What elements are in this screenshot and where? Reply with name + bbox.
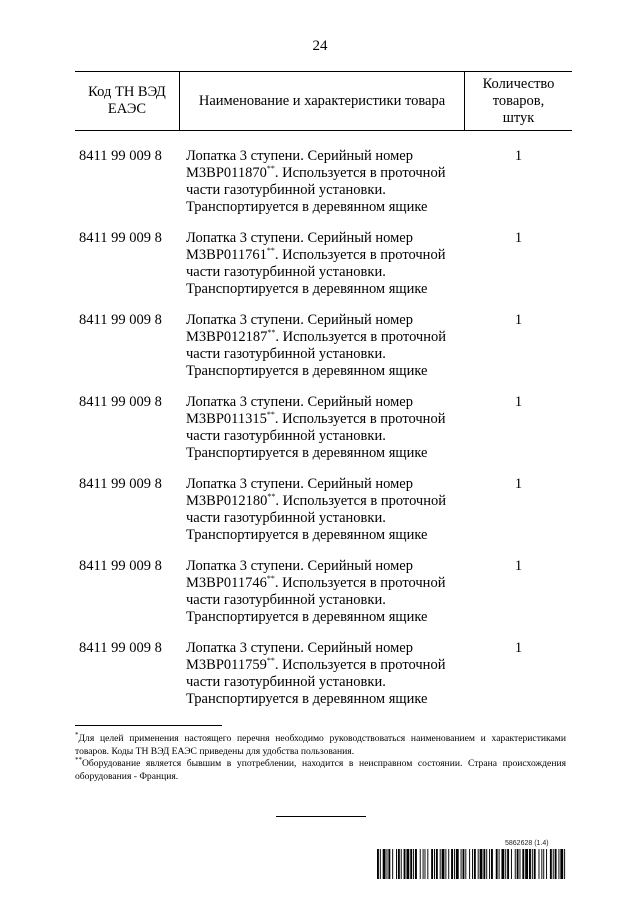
barcode-bar	[501, 849, 504, 879]
desc-text: . Используется в проточной	[274, 165, 446, 181]
barcode-bar	[534, 849, 536, 879]
table-row	[75, 476, 572, 558]
barcode-bar	[445, 849, 446, 879]
barcode-bar	[472, 849, 473, 879]
barcode-bar	[505, 849, 506, 879]
desc-line	[186, 657, 476, 674]
barcode-bar	[541, 849, 542, 879]
header-quantity	[465, 72, 572, 130]
row-quantity: 1	[514, 558, 523, 574]
barcode-bar	[431, 849, 433, 879]
barcode-bar	[558, 849, 559, 879]
barcode-bar	[507, 849, 509, 879]
row-description	[186, 230, 476, 298]
row-quantity: 1	[514, 148, 523, 164]
desc-text: . Используется в проточной	[275, 493, 446, 509]
barcode-bar	[448, 849, 449, 879]
desc-line: Лопатка 3 ступени. Серийный номер	[186, 230, 413, 246]
barcode-bar	[410, 849, 412, 879]
barcode-bar	[550, 849, 552, 879]
barcode-bar	[456, 849, 459, 879]
row-description	[186, 312, 476, 380]
desc-line: Транспортируется в деревянном ящике	[186, 281, 428, 297]
table-header	[75, 71, 572, 131]
desc-line	[186, 493, 476, 510]
barcode-bar	[434, 849, 435, 879]
table-body	[75, 148, 572, 722]
barcode-bar	[474, 849, 476, 879]
row-description	[186, 476, 476, 544]
row-code: 8411 99 009 8	[79, 230, 162, 246]
row-code: 8411 99 009 8	[79, 476, 162, 492]
barcode-bar	[560, 849, 563, 879]
desc-text: . Используется в проточной	[274, 575, 446, 591]
footnote-mark: **	[266, 574, 275, 584]
row-quantity: 1	[514, 640, 523, 656]
barcode-bar	[480, 849, 483, 879]
barcode-bar	[461, 849, 462, 879]
barcode-bar	[406, 849, 409, 879]
footnote-text: Оборудование является бывшим в употреблении, находится в неисправном состоянии. Страна происхождения оборудования - Франция.	[75, 758, 566, 782]
barcode-bar	[388, 849, 390, 879]
serial-number: M3BP011746	[186, 575, 267, 591]
header-name	[180, 72, 465, 130]
footnote-mark: *	[75, 730, 79, 739]
desc-line: Лопатка 3 ступени. Серийный номер	[186, 476, 413, 492]
desc-line	[186, 411, 476, 428]
barcode-bar	[451, 849, 453, 879]
header-code-label: Код ТН ВЭД ЕАЭС	[88, 84, 166, 117]
desc-line	[186, 247, 476, 264]
row-quantity: 1	[514, 230, 523, 246]
barcode-bar	[496, 849, 498, 879]
barcode-bar	[564, 849, 565, 879]
barcode-bar	[398, 849, 400, 879]
barcode-bar	[427, 849, 428, 879]
footnote-mark: **	[267, 328, 276, 338]
row-quantity: 1	[514, 476, 523, 492]
table-row	[75, 394, 572, 476]
desc-text: . Используется в проточной	[274, 411, 446, 427]
footnotes	[75, 730, 566, 783]
barcode-bar	[553, 849, 554, 879]
row-description	[186, 148, 476, 216]
barcode-bar	[401, 849, 402, 879]
barcode-bar	[478, 849, 479, 879]
barcode-bar	[436, 849, 438, 879]
barcode-bar	[463, 849, 465, 879]
serial-number: M3BP012187	[186, 329, 268, 345]
barcode-bar	[454, 849, 455, 879]
barcode-bar	[442, 849, 445, 879]
desc-line: части газотурбинной установки.	[186, 428, 386, 444]
desc-line	[186, 329, 476, 346]
header-name-label: Наименование и характеристики товара	[198, 92, 446, 109]
desc-line: части газотурбинной установки.	[186, 346, 386, 362]
row-code: 8411 99 009 8	[79, 394, 162, 410]
table-row	[75, 558, 572, 640]
barcode-bar	[387, 849, 388, 879]
footnote-mark: **	[75, 755, 82, 764]
barcode-bar	[522, 849, 524, 879]
barcode-bar	[532, 849, 533, 879]
barcode-bar	[392, 849, 393, 879]
barcode-bar	[491, 849, 493, 879]
serial-number: M3BP011870	[186, 165, 267, 181]
footnote-text: Для целей применения настоящего перечня необходимо руководствоваться наименованием и характеристиками товаров. Коды ТН ВЭД ЕАЭС приведены для удобства пользования.	[75, 733, 566, 757]
desc-line: Транспортируется в деревянном ящике	[186, 691, 428, 707]
desc-line: Лопатка 3 ступени. Серийный номер	[186, 312, 413, 328]
footnote	[75, 730, 566, 758]
desc-line	[186, 165, 476, 182]
barcode-bar	[486, 849, 487, 879]
barcode-bar	[423, 849, 424, 879]
header-code	[75, 72, 180, 130]
barcode-bar	[404, 849, 406, 879]
serial-number: M3BP011315	[186, 411, 267, 427]
row-code: 8411 99 009 8	[79, 312, 162, 328]
footnote-mark: **	[266, 410, 275, 420]
desc-text: . Используется в проточной	[274, 657, 446, 673]
row-quantity: 1	[514, 312, 523, 328]
row-code: 8411 99 009 8	[79, 558, 162, 574]
footnote-separator	[75, 725, 222, 726]
desc-text: . Используется в проточной	[275, 329, 446, 345]
page-number: 24	[312, 38, 328, 54]
desc-line: части газотурбинной установки.	[186, 592, 386, 608]
table-row	[75, 148, 572, 230]
barcode-bar	[499, 849, 500, 879]
barcode	[377, 849, 567, 879]
barcode-bar	[543, 849, 544, 879]
row-code: 8411 99 009 8	[79, 148, 162, 164]
serial-number: M3BP012180	[186, 493, 268, 509]
footnote	[75, 755, 566, 783]
barcode-bar	[511, 849, 512, 879]
row-description	[186, 394, 476, 462]
desc-line: Лопатка 3 ступени. Серийный номер	[186, 640, 413, 656]
barcode-bar	[525, 849, 528, 879]
serial-number: M3BP011759	[186, 657, 267, 673]
barcode-bar	[425, 849, 426, 879]
desc-line: Транспортируется в деревянном ящике	[186, 527, 428, 543]
barcode-bar	[377, 849, 379, 879]
desc-line: Лопатка 3 ступени. Серийный номер	[186, 148, 413, 164]
barcode-bar	[413, 849, 414, 879]
barcode-bar	[520, 849, 521, 879]
desc-line: Транспортируется в деревянном ящике	[186, 609, 428, 625]
footnote-mark: **	[266, 164, 275, 174]
desc-line: части газотурбинной установки.	[186, 510, 386, 526]
desc-line: Лопатка 3 ступени. Серийный номер	[186, 394, 413, 410]
barcode-bar	[489, 849, 490, 879]
desc-line: части газотурбинной установки.	[186, 182, 386, 198]
row-quantity: 1	[514, 394, 523, 410]
desc-line: Транспортируется в деревянном ящике	[186, 445, 428, 461]
header-quantity-label: Количество товаров, штук	[482, 75, 555, 126]
barcode-bar	[420, 849, 421, 879]
desc-line	[186, 575, 476, 592]
end-separator	[276, 816, 366, 817]
desc-line: части газотурбинной установки.	[186, 674, 386, 690]
barcode-bar	[383, 849, 386, 879]
barcode-bar	[483, 849, 485, 879]
footnote-mark: **	[266, 246, 275, 256]
row-code: 8411 99 009 8	[79, 640, 162, 656]
row-description	[186, 640, 476, 708]
barcode-bar	[380, 849, 381, 879]
barcode-bar	[555, 849, 557, 879]
barcode-bar	[529, 849, 531, 879]
desc-line: части газотурбинной установки.	[186, 264, 386, 280]
serial-number: M3BP011761	[186, 247, 267, 263]
barcode-bar	[396, 849, 397, 879]
barcode-bar	[469, 849, 470, 879]
table-row	[75, 312, 572, 394]
barcode-bar	[546, 849, 547, 879]
barcode-bar	[415, 849, 417, 879]
desc-text: . Используется в проточной	[274, 247, 446, 263]
desc-line: Транспортируется в деревянном ящике	[186, 199, 428, 215]
barcode-bar	[440, 849, 441, 879]
desc-line: Транспортируется в деревянном ящике	[186, 363, 428, 379]
document-id: 5862628 (1.4)	[505, 840, 549, 847]
table-row	[75, 640, 572, 722]
desc-line: Лопатка 3 ступени. Серийный номер	[186, 558, 413, 574]
barcode-bar	[515, 849, 516, 879]
footnote-mark: **	[267, 492, 276, 502]
barcode-bar	[517, 849, 519, 879]
row-description	[186, 558, 476, 626]
barcode-bar	[465, 849, 466, 879]
footnote-mark: **	[266, 656, 275, 666]
barcode-bar	[539, 849, 540, 879]
table-row	[75, 230, 572, 312]
